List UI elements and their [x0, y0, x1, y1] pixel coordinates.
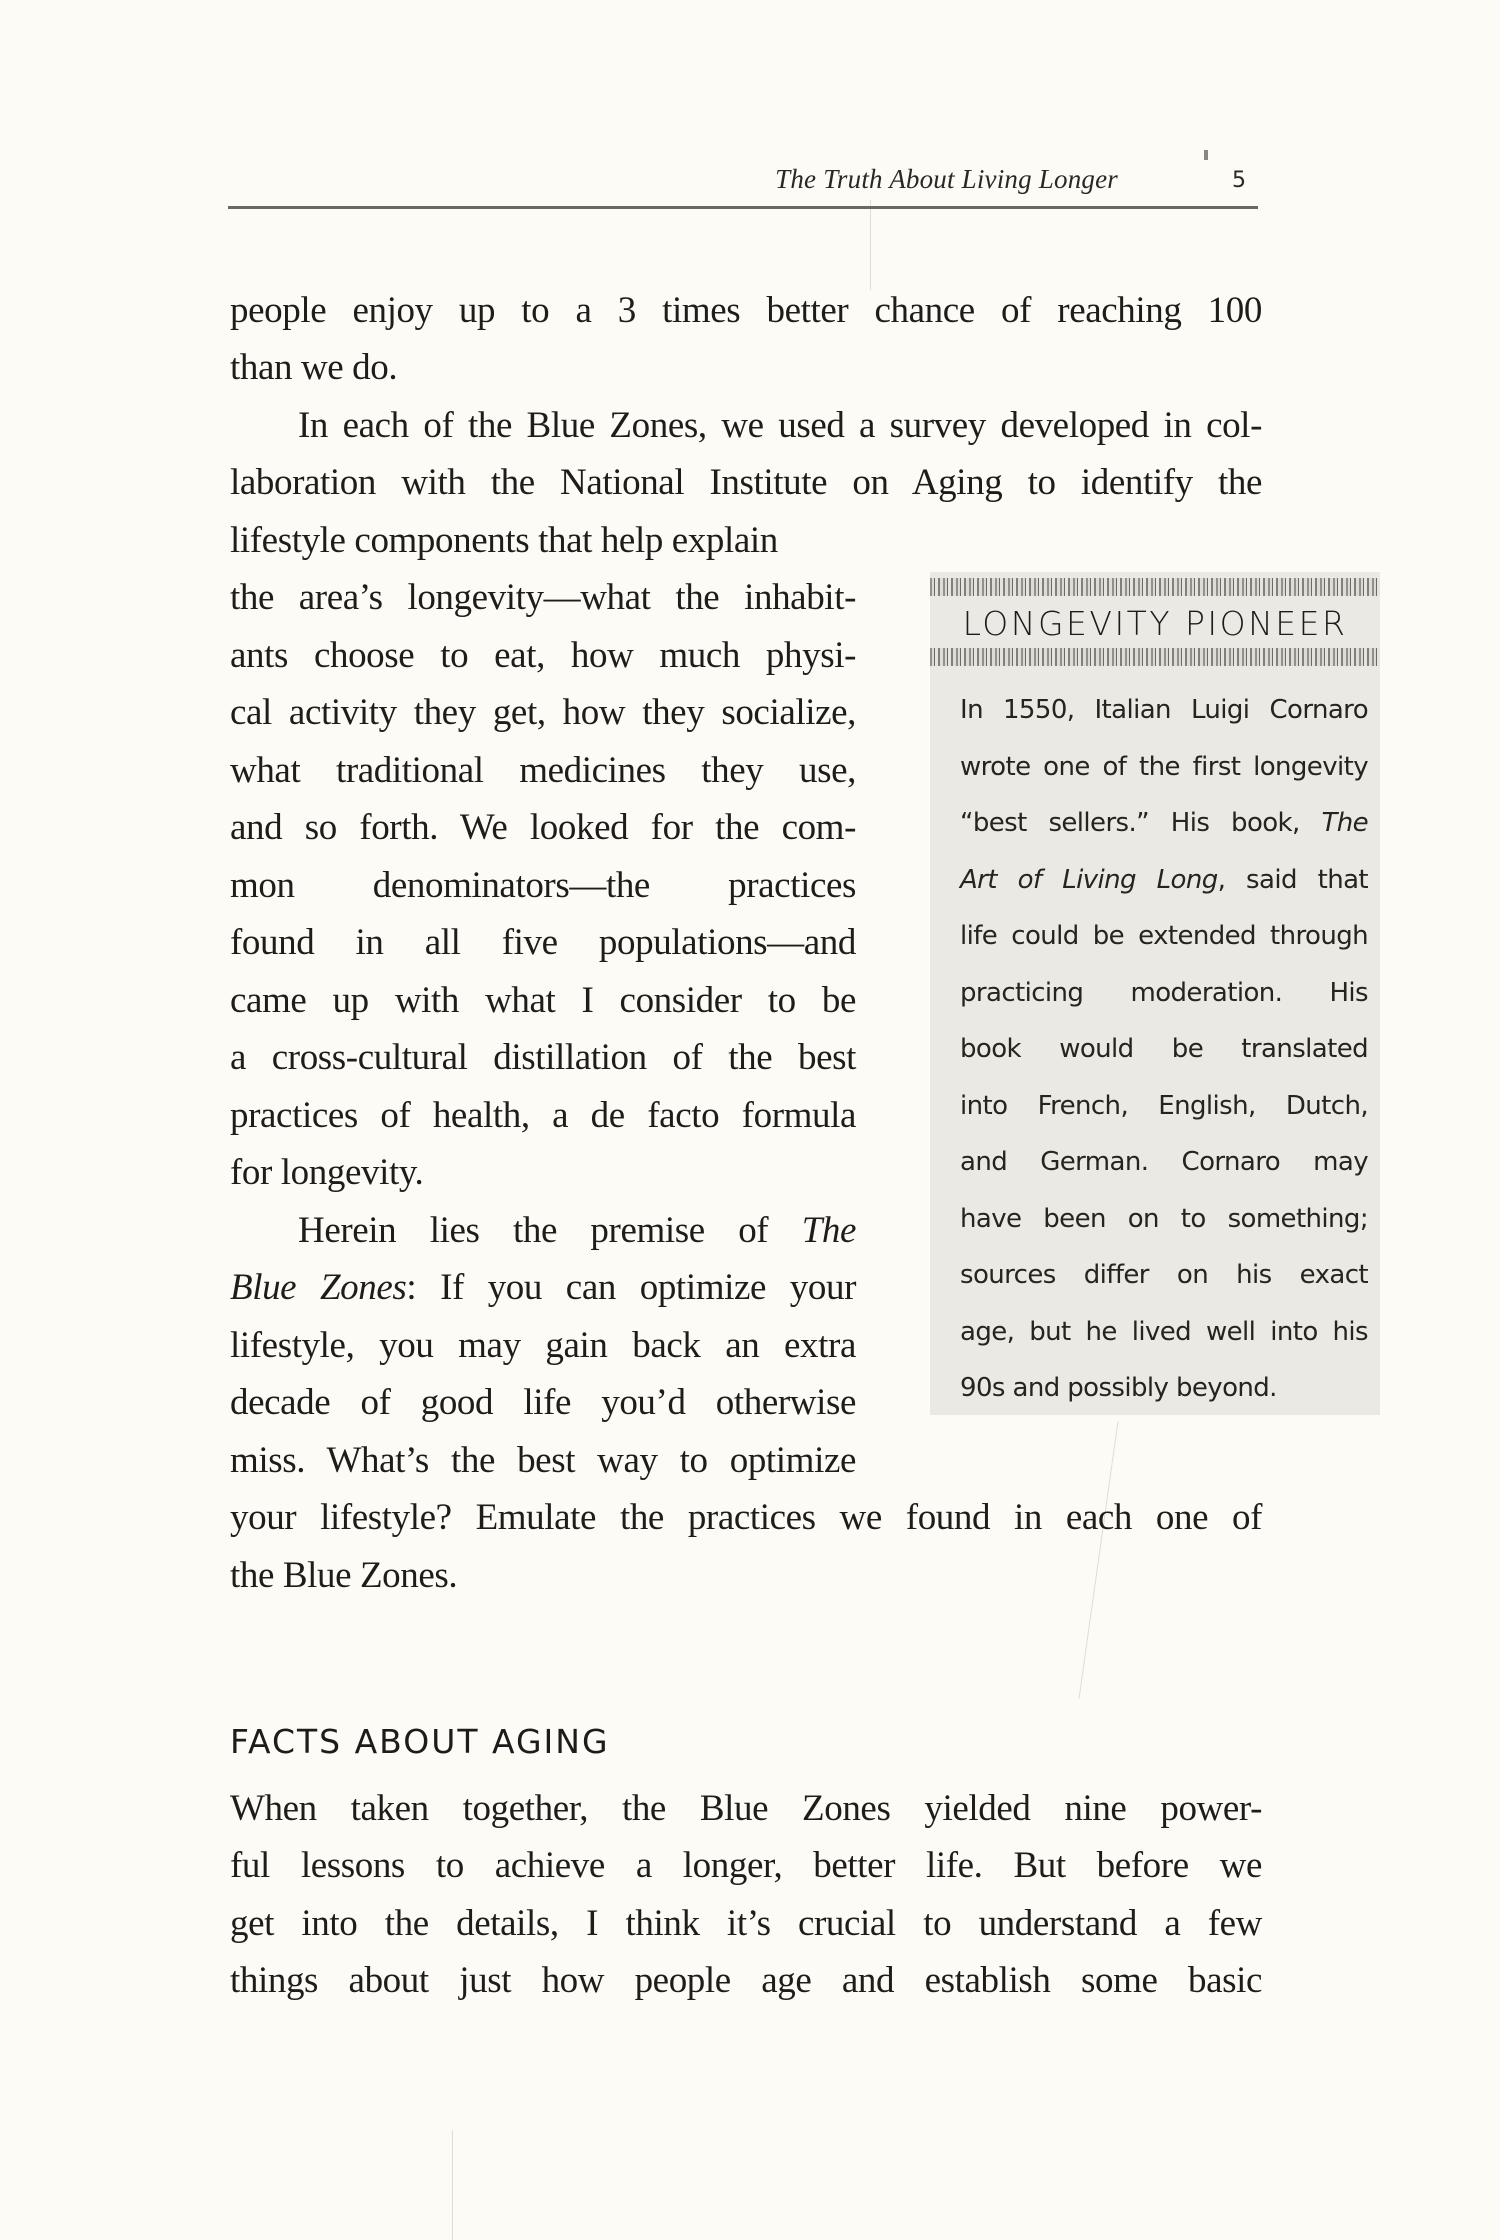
text-line: miss. What’s the best way to optimize: [230, 1440, 856, 1481]
text-line: [230, 1259, 856, 1317]
book-title-italic: The: [801, 1210, 856, 1251]
text-line: lifestyle, you may gain back an extra: [230, 1325, 856, 1366]
scan-artifact: [870, 200, 871, 290]
book-title-italic: Blue Zones: [230, 1267, 407, 1308]
scan-artifact: [452, 2130, 453, 2240]
sidebar-line: into French, English, Dutch,: [960, 1090, 1368, 1121]
text-line: and so forth. We looked for the com-: [230, 807, 856, 848]
sidebar-line: age, but he lived well into his: [960, 1316, 1368, 1347]
text-line: When taken together, the Blue Zones yielded nine power-: [230, 1788, 1262, 1829]
decorative-band: [930, 578, 1380, 596]
text-line: [230, 1202, 856, 1260]
text-run: , said that: [1217, 864, 1368, 895]
sidebar-body: [960, 682, 1368, 1417]
book-title-italic: The: [1321, 808, 1368, 838]
text-line: ful lessons to achieve a longer, better life. But before we: [230, 1845, 1262, 1886]
decorative-band: [930, 648, 1380, 666]
text-line: a cross-cultural distillation of the best: [230, 1037, 856, 1078]
text-line: people enjoy up to a 3 times better chance of reaching 100: [230, 290, 1262, 331]
text-line: In each of the Blue Zones, we used a survey developed in col-: [298, 405, 1262, 446]
sidebar-line: have been on to something;: [960, 1203, 1368, 1234]
text-line: decade of good life you’d otherwise: [230, 1382, 856, 1423]
sidebar-line: [960, 795, 1368, 852]
text-line: the area’s longevity—what the inhabit-: [230, 577, 856, 618]
text-line: came up with what I consider to be: [230, 980, 856, 1021]
sidebar-line: sources differ on his exact: [960, 1260, 1368, 1290]
section-heading: FACTS ABOUT AGING: [230, 1722, 610, 1761]
text-line: for longevity.: [230, 1152, 424, 1193]
text-line: practices of health, a de facto formula: [230, 1095, 856, 1136]
text-run: Herein lies the premise of: [298, 1210, 802, 1251]
text-line: lifestyle components that help explain: [230, 520, 778, 561]
header-rule: [228, 206, 1258, 209]
text-line: laboration with the National Institute on Aging to identify the: [230, 462, 1262, 503]
text-line: than we do.: [230, 347, 398, 388]
text-line: your lifestyle? Emulate the practices we found in each one of: [230, 1497, 1262, 1538]
sidebar-line: In 1550, Italian Luigi Cornaro: [960, 695, 1368, 725]
sidebar-line: wrote one of the first longevity: [960, 751, 1368, 782]
running-head: [228, 160, 1258, 210]
text-line: the Blue Zones.: [230, 1555, 458, 1596]
sidebar-line: 90s and possibly beyond.: [960, 1373, 1277, 1403]
text-line: get into the details, I think it’s crucial to understand a few: [230, 1903, 1262, 1944]
scan-artifact: [1204, 150, 1208, 160]
text-line: ants choose to eat, how much physi-: [230, 635, 856, 676]
sidebar-title: LONGEVITY PIONEER: [962, 604, 1348, 643]
sidebar-line: book would be translated: [960, 1034, 1368, 1064]
text-line: found in all five populations—and: [230, 922, 856, 963]
text-run: : If you can optimize your: [406, 1267, 857, 1308]
sidebar-line: practicing moderation. His: [960, 977, 1368, 1008]
page-number: 5: [1232, 168, 1246, 193]
sidebar-line: and German. Cornaro may: [960, 1147, 1368, 1177]
running-title: The Truth About Living Longer: [775, 164, 1118, 194]
text-line: what traditional medicines they use,: [230, 750, 856, 791]
sidebar-line: life could be extended through: [960, 921, 1368, 951]
book-title-italic: Art of Living Long: [960, 864, 1218, 895]
sidebar-box: [930, 572, 1380, 1415]
text-line: cal activity they get, how they socialize,: [230, 692, 856, 733]
text-line: things about just how people age and establish some basic: [230, 1960, 1262, 2001]
text-line: mon denominators—the practices: [230, 865, 856, 906]
text-run: “best sellers.” His book,: [960, 808, 1322, 838]
sidebar-line: [960, 852, 1368, 909]
